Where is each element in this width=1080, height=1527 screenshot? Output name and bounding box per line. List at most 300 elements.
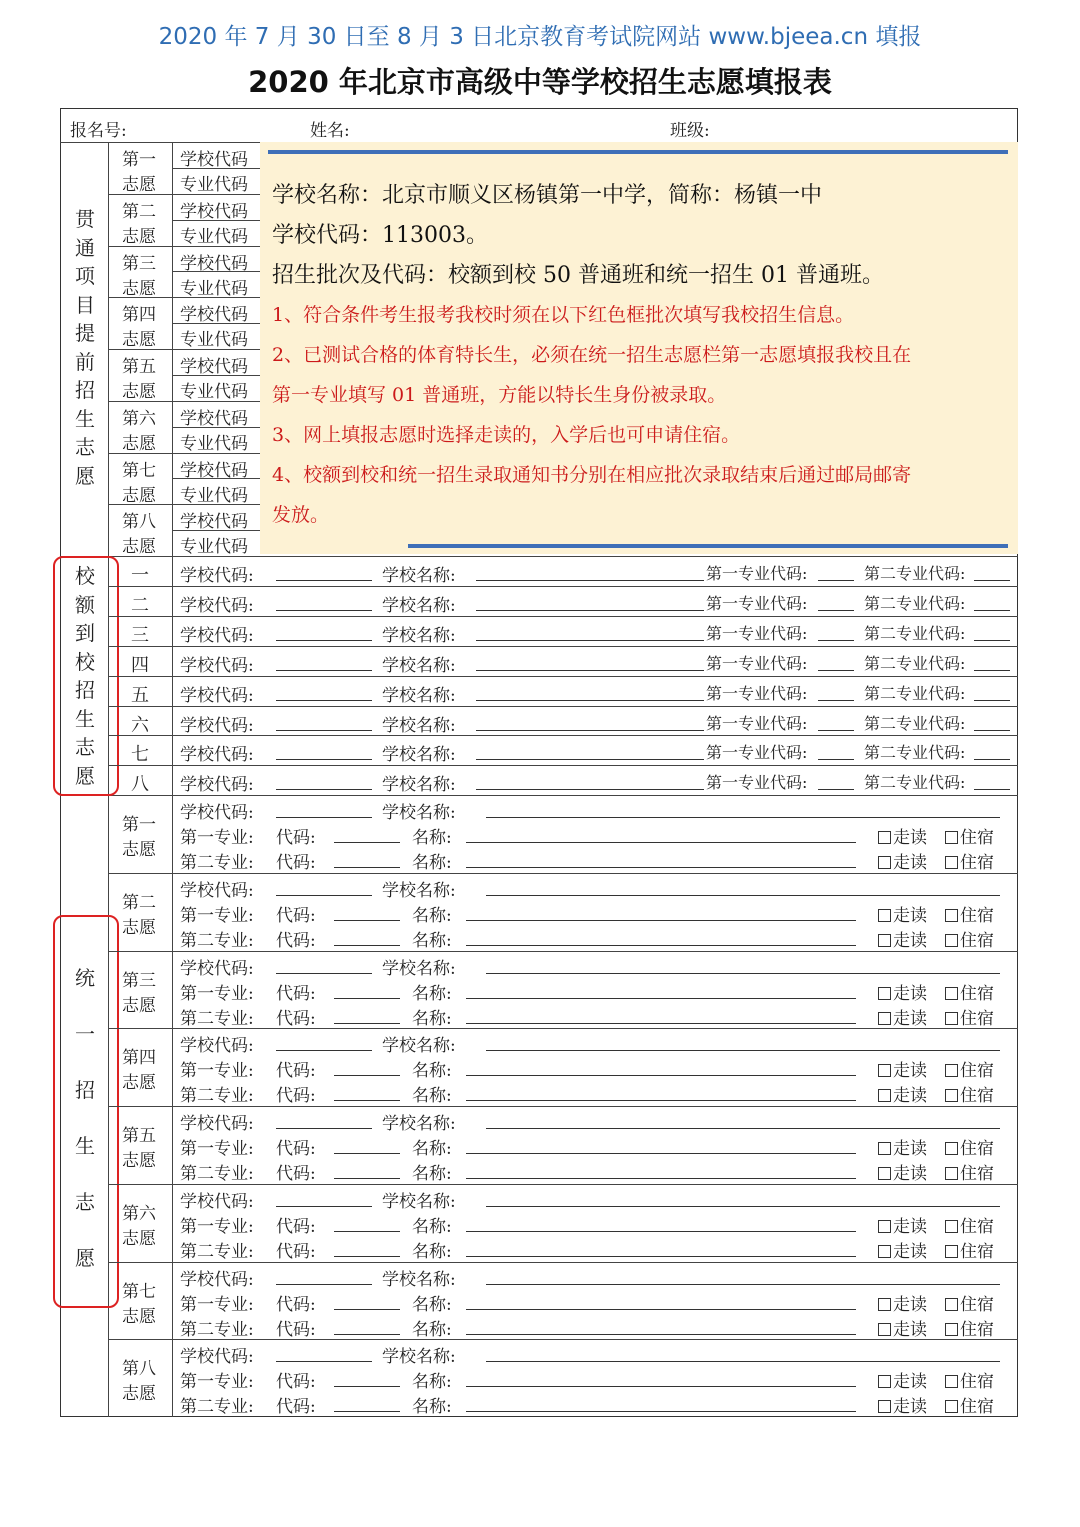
unified-name-field[interactable] [466,945,856,946]
unified-major2-label: 第二专业: [180,1164,254,1184]
board-checkbox[interactable] [945,1056,994,1081]
checkbox-icon [945,1064,958,1077]
quota-major2-label: 第二专业代码: [864,593,966,613]
commute-checkbox[interactable] [878,1134,927,1159]
checkbox-icon [878,1400,891,1413]
unified-name-field[interactable] [466,1231,856,1232]
class-label: 班级: [670,121,710,141]
quota-major1-field[interactable] [818,759,854,760]
board-label: 住宿 [960,1061,994,1082]
unified-school-name-field[interactable] [486,817,1000,818]
section-char: 额 [75,592,95,617]
unified-pref-label-a: 第一 [122,815,156,835]
quota-major1-label: 第一专业代码: [706,623,808,643]
commute-label: 走读 [893,983,927,1004]
unified-code-field[interactable] [334,1309,400,1310]
board-label: 住宿 [960,828,994,848]
unified-major2-label: 第二专业: [180,853,254,873]
quota-school-code-field[interactable] [276,789,372,790]
board-checkbox[interactable] [945,1237,994,1262]
commute-label: 走读 [893,1139,927,1159]
commute-label: 走读 [893,1061,927,1082]
unified-code-field[interactable] [334,920,400,921]
section-char: 生 [75,406,95,431]
quota-school-code-label: 学校代码: [180,745,254,766]
board-label: 住宿 [960,1139,994,1159]
quota-school-name-field[interactable] [476,640,704,641]
unified-pref-label-b: 志愿 [122,1228,156,1249]
unified-code-label: 代码: [276,1139,316,1159]
commute-checkbox[interactable] [878,1212,927,1237]
quota-school-code-field[interactable] [276,580,372,581]
checkbox-icon [945,1375,958,1388]
notice-rule-1: 1、符合条件考生报考我校时须在以下红色框批次填写我校招生信息。 [272,304,855,326]
unified-school-code-field[interactable] [276,817,372,818]
quota-school-name-field[interactable] [476,730,704,731]
checkbox-icon [878,1220,891,1233]
unified-name-field[interactable] [466,920,856,921]
quota-school-code-field[interactable] [276,640,372,641]
board-checkbox[interactable] [945,1392,994,1417]
early-school-code-label: 学校代码 [180,253,248,274]
early-pref-label-b: 志愿 [122,485,156,506]
board-label: 住宿 [960,1164,994,1184]
quota-school-name-label: 学校名称: [382,745,456,766]
quota-major1-field[interactable] [818,700,854,701]
quota-major1-field[interactable] [818,730,854,731]
commute-checkbox[interactable] [878,1367,927,1392]
quota-major2-field[interactable] [974,640,1010,641]
commute-label: 走读 [893,1008,927,1029]
unified-name-field[interactable] [466,1256,856,1257]
checkbox-icon [878,1167,891,1180]
early-school-code-label: 学校代码 [180,460,248,481]
board-label: 住宿 [960,853,994,873]
checkbox-icon [878,856,891,869]
unified-major2-label: 第二专业: [180,1397,254,1418]
board-checkbox[interactable] [945,901,994,926]
notice-rule-4a: 4、校额到校和统一招生录取通知书分别在相应批次录取结束后通过邮局邮寄 [272,464,912,486]
checkbox-icon [945,1400,958,1413]
board-label: 住宿 [960,1216,994,1237]
unified-name-field[interactable] [466,842,856,843]
quota-major2-label: 第二专业代码: [864,653,966,673]
unified-pref-label-b: 志愿 [122,1384,156,1405]
quota-major2-field[interactable] [974,700,1010,701]
unified-school-name-label: 学校名称: [382,1269,456,1290]
early-pref-label-b: 志愿 [122,330,156,351]
checkbox-icon [945,1323,958,1336]
section-char: 到 [75,621,95,645]
quota-school-name-field[interactable] [476,670,704,671]
section-char: 招 [75,378,95,402]
notice-bottom-line [408,544,1008,548]
unified-code-field[interactable] [334,1075,400,1076]
board-label: 住宿 [960,1008,994,1029]
checkbox-icon [878,1064,891,1077]
early-pref-label-a: 第七 [122,460,156,481]
unified-pref-label-b: 志愿 [122,917,156,938]
notice-school-code: 学校代码：113003。 [272,223,488,248]
section-char: 招 [75,1078,95,1102]
board-label: 住宿 [960,1397,994,1418]
commute-label: 走读 [893,1216,927,1237]
unified-code-field[interactable] [334,867,400,868]
unified-name-label: 名称: [412,1086,452,1107]
unified-school-code-field[interactable] [276,895,372,896]
unified-major1-label: 第一专业: [180,1139,254,1159]
quota-school-name-field[interactable] [476,610,704,611]
unified-school-code-label: 学校代码: [180,1036,254,1057]
commute-checkbox[interactable] [878,823,927,848]
unified-school-code-label: 学校代码: [180,880,254,901]
board-label: 住宿 [960,930,994,951]
unified-code-label: 代码: [276,1164,316,1184]
unified-name-field[interactable] [466,1178,856,1179]
commute-checkbox[interactable] [878,979,927,1004]
unified-pref-label-a: 第四 [122,1048,156,1069]
unified-code-field[interactable] [334,1256,400,1257]
board-label: 住宿 [960,1086,994,1107]
commute-label: 走读 [893,1319,927,1340]
checkbox-icon [945,1142,958,1155]
early-pref-label-b: 志愿 [122,226,156,247]
unified-name-field[interactable] [466,1334,856,1335]
quota-school-code-label: 学校代码: [180,625,254,646]
unified-major1-label: 第一专业: [180,1216,254,1237]
unified-pref-label-b: 志愿 [122,1151,156,1171]
early-major-code-label: 专业代码 [180,382,248,402]
quota-school-code-label: 学校代码: [180,566,254,586]
unified-name-field[interactable] [466,1309,856,1310]
board-label: 住宿 [960,1372,994,1393]
unified-pref-label-b: 志愿 [122,1306,156,1327]
unified-school-code-field[interactable] [276,973,372,974]
quota-school-name-field[interactable] [476,700,704,701]
unified-code-field[interactable] [334,1100,400,1101]
quota-major1-field[interactable] [818,580,854,581]
early-pref-label-b: 志愿 [122,278,156,299]
section-char: 志 [75,735,95,759]
early-pref-label-a: 第五 [122,357,156,377]
board-checkbox[interactable] [945,1315,994,1340]
unified-school-code-field[interactable] [276,1128,372,1129]
unified-code-field[interactable] [334,1334,400,1335]
section-char: 志 [75,1190,95,1214]
unified-school-name-label: 学校名称: [382,803,456,823]
checkbox-icon [945,987,958,1000]
commute-label: 走读 [893,1086,927,1107]
unified-name-field[interactable] [466,1386,856,1387]
board-checkbox[interactable] [945,1134,994,1159]
commute-checkbox[interactable] [878,901,927,926]
commute-label: 走读 [893,1241,927,1262]
quota-major1-field[interactable] [818,670,854,671]
board-label: 住宿 [960,983,994,1004]
quota-school-name-label: 学校名称: [382,595,456,616]
quota-major2-field[interactable] [974,759,1010,760]
checkbox-icon [878,1375,891,1388]
section-char: 前 [75,349,95,374]
unified-school-code-field[interactable] [276,1361,372,1362]
quota-major1-field[interactable] [818,640,854,641]
unified-code-label: 代码: [276,1008,316,1029]
unified-school-name-label: 学校名称: [382,1114,456,1134]
board-checkbox[interactable] [945,823,994,848]
section-char: 生 [75,1134,95,1158]
commute-checkbox[interactable] [878,1004,927,1029]
section-char: 目 [75,292,95,317]
unified-name-label: 名称: [412,853,452,873]
commute-checkbox[interactable] [878,848,927,873]
checkbox-icon [878,1012,891,1025]
commute-label: 走读 [893,1294,927,1315]
unified-school-code-label: 学校代码: [180,1191,254,1212]
checkbox-icon [878,1323,891,1336]
early-pref-label-b: 志愿 [122,537,156,558]
quota-major2-field[interactable] [974,670,1010,671]
early-major-code-label: 专业代码 [180,278,248,299]
unified-code-field[interactable] [334,1178,400,1179]
section-char: 项 [75,264,95,288]
unified-major1-label: 第一专业: [180,828,254,848]
unified-code-label: 代码: [276,1397,316,1418]
quota-major2-label: 第二专业代码: [864,683,966,703]
unified-name-label: 名称: [412,1397,452,1418]
commute-checkbox[interactable] [878,1159,927,1184]
quota-school-name-label: 学校名称: [382,775,456,796]
quota-school-code-field[interactable] [276,759,372,760]
quota-major2-label: 第二专业代码: [864,743,966,763]
commute-checkbox[interactable] [878,1290,927,1315]
quota-major1-label: 第一专业代码: [706,683,808,703]
quota-pref-number: 七 [131,744,149,766]
checkbox-icon [878,1298,891,1311]
unified-name-field[interactable] [466,1411,856,1412]
unified-school-code-label: 学校代码: [180,1347,254,1368]
checkbox-icon [945,831,958,844]
unified-name-field[interactable] [466,998,856,999]
quota-major1-label: 第一专业代码: [706,743,808,763]
unified-code-label: 代码: [276,1061,316,1082]
unified-code-field[interactable] [334,842,400,843]
unified-code-field[interactable] [334,1386,400,1387]
early-pref-label-a: 第二 [122,201,156,222]
unified-school-code-label: 学校代码: [180,958,254,979]
unified-school-name-field[interactable] [486,973,1000,974]
unified-code-label: 代码: [276,1241,316,1262]
quota-major1-label: 第一专业代码: [706,713,808,733]
early-major-code-label: 专业代码 [180,537,248,558]
checkbox-icon [945,1298,958,1311]
unified-school-name-field[interactable] [486,895,1000,896]
subtitle: 2020 年 7 月 30 日至 8 月 3 日北京教育考试院网站 www.bjeea.cn 填报 [158,24,922,50]
unified-code-field[interactable] [334,1023,400,1024]
quota-pref-number: 六 [131,714,149,736]
section-char: 生 [75,706,95,731]
quota-school-code-field[interactable] [276,670,372,671]
commute-label: 走读 [893,828,927,848]
quota-school-name-label: 学校名称: [382,625,456,646]
unified-name-field[interactable] [466,1100,856,1101]
unified-code-field[interactable] [334,1411,400,1412]
section-char: 招 [75,678,95,702]
unified-code-field[interactable] [334,1153,400,1154]
commute-checkbox[interactable] [878,926,927,951]
quota-school-name-field[interactable] [476,759,704,760]
section-char: 愿 [75,1246,95,1270]
early-school-code-label: 学校代码 [180,150,248,170]
commute-label: 走读 [893,1164,927,1184]
quota-pref-number: 二 [131,594,149,616]
commute-label: 走读 [893,853,927,873]
commute-label: 走读 [893,905,927,926]
unified-code-label: 代码: [276,853,316,873]
quota-school-code-label: 学校代码: [180,655,254,676]
checkbox-icon [878,934,891,947]
quota-major2-label: 第二专业代码: [864,623,966,643]
board-checkbox[interactable] [945,1004,994,1029]
board-checkbox[interactable] [945,926,994,951]
checkbox-icon [945,1089,958,1102]
notice-rule-2a: 2、已测试合格的体育特长生，必须在统一招生志愿栏第一志愿填报我校且在 [272,344,912,366]
commute-label: 走读 [893,1397,927,1418]
unified-name-field[interactable] [466,1023,856,1024]
unified-pref-label-b: 志愿 [122,995,156,1016]
unified-school-name-field[interactable] [486,1206,1000,1207]
board-checkbox[interactable] [945,848,994,873]
quota-major2-field[interactable] [974,789,1010,790]
board-checkbox[interactable] [945,1081,994,1106]
unified-name-label: 名称: [412,1241,452,1262]
unified-school-name-label: 学校名称: [382,1191,456,1212]
page-title: 2020 年北京市高级中等学校招生志愿填报表 [248,65,832,99]
unified-major2-label: 第二专业: [180,1241,254,1262]
quota-pref-number: 八 [131,774,149,796]
early-school-code-label: 学校代码 [180,512,248,533]
unified-pref-label-b: 志愿 [122,1073,156,1094]
early-pref-label-a: 第八 [122,512,156,533]
board-label: 住宿 [960,905,994,926]
unified-name-label: 名称: [412,1372,452,1393]
unified-code-label: 代码: [276,930,316,951]
unified-code-label: 代码: [276,905,316,926]
unified-name-label: 名称: [412,1061,452,1082]
early-pref-label-a: 第三 [122,253,156,274]
reg-no-label: 报名号: [70,121,127,141]
quota-school-code-label: 学校代码: [180,595,254,616]
unified-code-field[interactable] [334,998,400,999]
quota-school-name-field[interactable] [476,789,704,790]
unified-major2-label: 第二专业: [180,930,254,951]
unified-school-name-field[interactable] [486,1361,1000,1362]
unified-name-field[interactable] [466,867,856,868]
unified-school-code-label: 学校代码: [180,1114,254,1134]
quota-major1-label: 第一专业代码: [706,593,808,613]
unified-name-label: 名称: [412,930,452,951]
board-checkbox[interactable] [945,979,994,1004]
quota-school-name-field[interactable] [476,580,704,581]
section-char: 校 [75,564,95,588]
quota-school-name-label: 学校名称: [382,715,456,736]
board-checkbox[interactable] [945,1367,994,1392]
quota-school-code-label: 学校代码: [180,775,254,796]
quota-school-code-field[interactable] [276,730,372,731]
unified-name-field[interactable] [466,1153,856,1154]
notice-rule-4b: 发放。 [272,504,330,526]
quota-major2-label: 第二专业代码: [864,713,966,733]
commute-checkbox[interactable] [878,1056,927,1081]
unified-pref-label-a: 第三 [122,970,156,991]
unified-code-label: 代码: [276,1372,316,1393]
checkbox-icon [945,1012,958,1025]
unified-code-field[interactable] [334,945,400,946]
section-char: 校 [75,649,95,674]
section-char: 愿 [75,763,95,788]
board-checkbox[interactable] [945,1212,994,1237]
commute-checkbox[interactable] [878,1237,927,1262]
commute-checkbox[interactable] [878,1392,927,1417]
quota-school-code-label: 学校代码: [180,685,254,706]
checkbox-icon [878,831,891,844]
quota-major2-label: 第二专业代码: [864,773,966,793]
board-checkbox[interactable] [945,1159,994,1184]
early-pref-label-a: 第一 [122,150,156,170]
board-checkbox[interactable] [945,1290,994,1315]
quota-major2-label: 第二专业代码: [864,564,966,583]
commute-label: 走读 [893,1372,927,1393]
checkbox-icon [878,1245,891,1258]
early-school-code-label: 学校代码 [180,305,248,326]
quota-major2-field[interactable] [974,580,1010,581]
early-pref-label-b: 志愿 [122,175,156,195]
section-char: 通 [75,235,95,260]
board-label: 住宿 [960,1241,994,1262]
unified-name-field[interactable] [466,1075,856,1076]
quota-major1-field[interactable] [818,610,854,611]
unified-school-code-field[interactable] [276,1050,372,1051]
quota-school-code-field[interactable] [276,700,372,701]
unified-name-label: 名称: [412,828,452,848]
quota-major2-field[interactable] [974,730,1010,731]
unified-pref-label-a: 第八 [122,1359,156,1380]
unified-major2-label: 第二专业: [180,1008,254,1029]
unified-school-name-field[interactable] [486,1050,1000,1051]
quota-major1-field[interactable] [818,789,854,790]
unified-name-label: 名称: [412,1008,452,1029]
unified-school-code-field[interactable] [276,1284,372,1285]
checkbox-icon [878,1142,891,1155]
unified-major2-label: 第二专业: [180,1086,254,1107]
quota-school-code-field[interactable] [276,610,372,611]
unified-school-name-field[interactable] [486,1284,1000,1285]
early-admission-section-label [65,205,105,490]
quota-major2-field[interactable] [974,610,1010,611]
unified-major1-label: 第一专业: [180,983,254,1004]
commute-checkbox[interactable] [878,1315,927,1340]
checkbox-icon [945,934,958,947]
quota-school-name-label: 学校名称: [382,566,456,586]
unified-school-code-field[interactable] [276,1206,372,1207]
commute-checkbox[interactable] [878,1081,927,1106]
unified-code-field[interactable] [334,1231,400,1232]
early-school-code-label: 学校代码 [180,201,248,222]
quota-pref-number: 五 [131,684,149,706]
unified-name-label: 名称: [412,983,452,1004]
early-school-code-label: 学校代码 [180,408,248,429]
unified-pref-label-a: 第二 [122,892,156,913]
unified-school-name-field[interactable] [486,1128,1000,1129]
